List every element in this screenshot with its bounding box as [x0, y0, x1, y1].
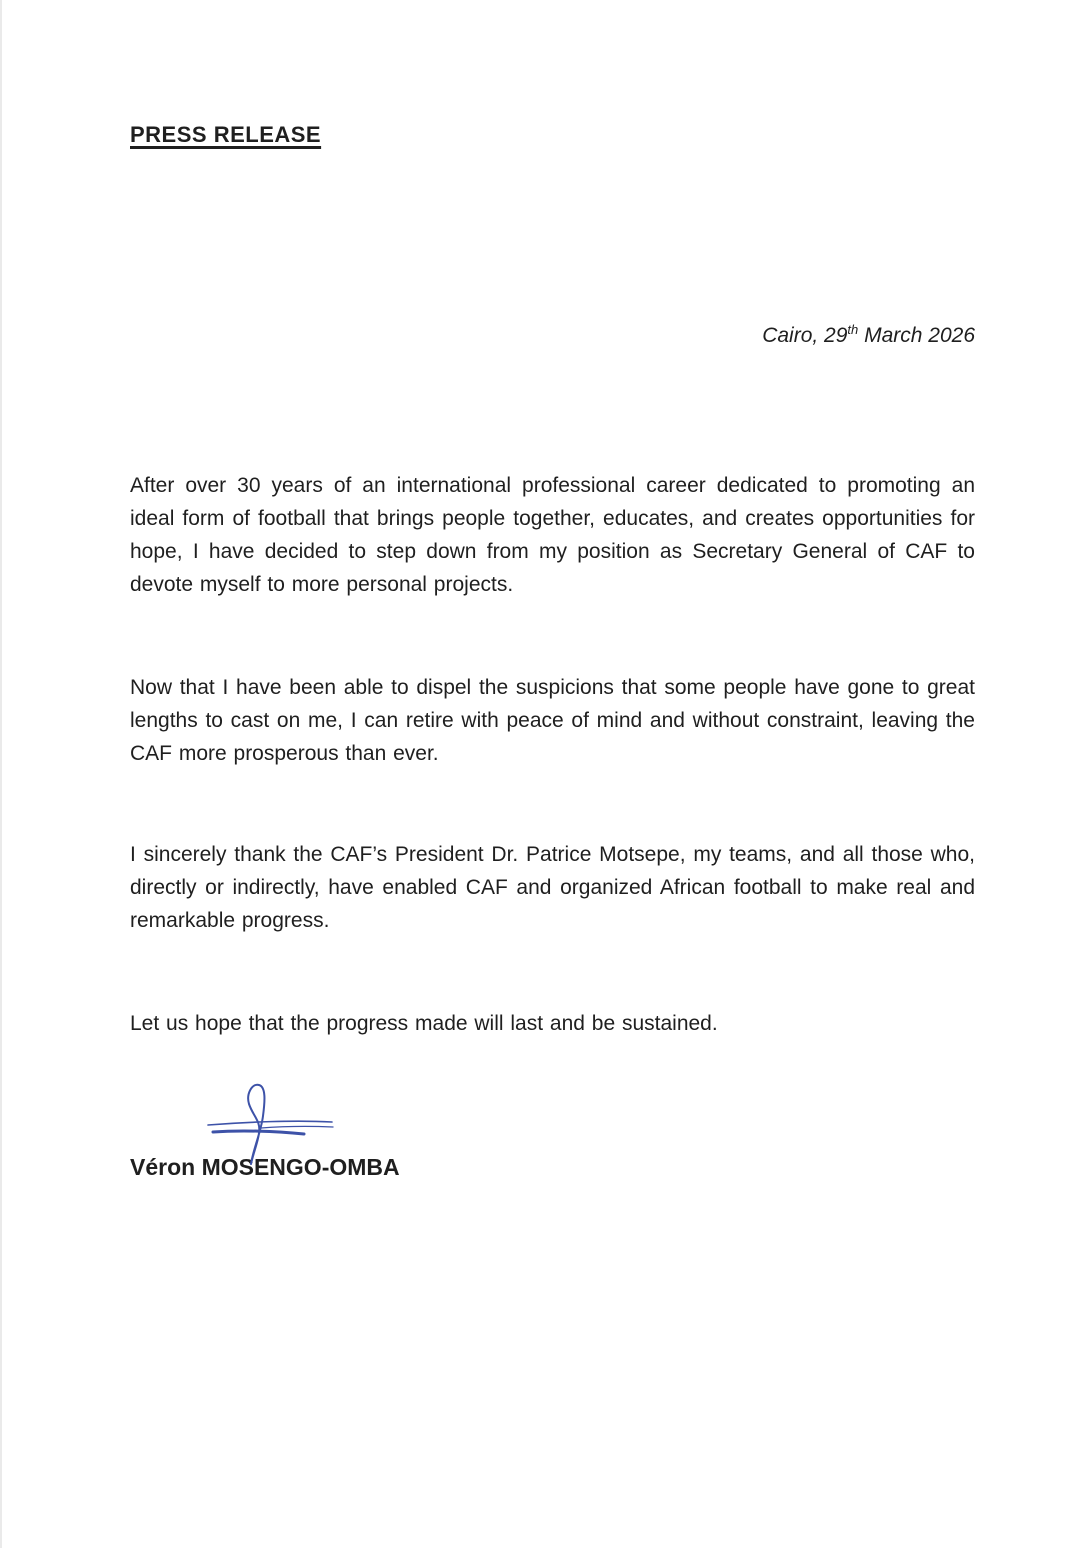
dateline-suffix: March 2026 — [858, 324, 975, 347]
dateline-ordinal: th — [847, 322, 859, 337]
scan-edge-line — [0, 0, 2, 1548]
handwritten-signature-icon — [205, 1078, 335, 1166]
dateline-prefix: Cairo, 29 — [762, 324, 848, 347]
paragraph-thanks: I sincerely thank the CAF’s President Dr. Patrice Motsepe, my teams, and all those who, directly or indirectly, have enabled CAF and organized African football to make real and remarkable progress. — [130, 843, 975, 932]
paragraph-hope: Let us hope that the progress made will last and be sustained. — [130, 1012, 718, 1035]
paragraph-resignation: After over 30 years of an international professional career dedicated to promoting an ideal form of football that brings people together, educates, and creates opportunities for hope, I have decided to step down from my position as Secretary General of CAF to devote myself to more personal projects. — [130, 474, 975, 596]
page-title: PRESS RELEASE — [130, 122, 322, 147]
dateline — [130, 321, 975, 351]
paragraph-suspicions: Now that I have been able to dispel the suspicions that some people have gone to great lengths to cast on me, I can retire with peace of mind and without constraint, leaving the CAF more prosperous than ever. — [130, 676, 975, 765]
signatory-name: Véron MOSENGO-OMBA — [130, 1154, 400, 1180]
